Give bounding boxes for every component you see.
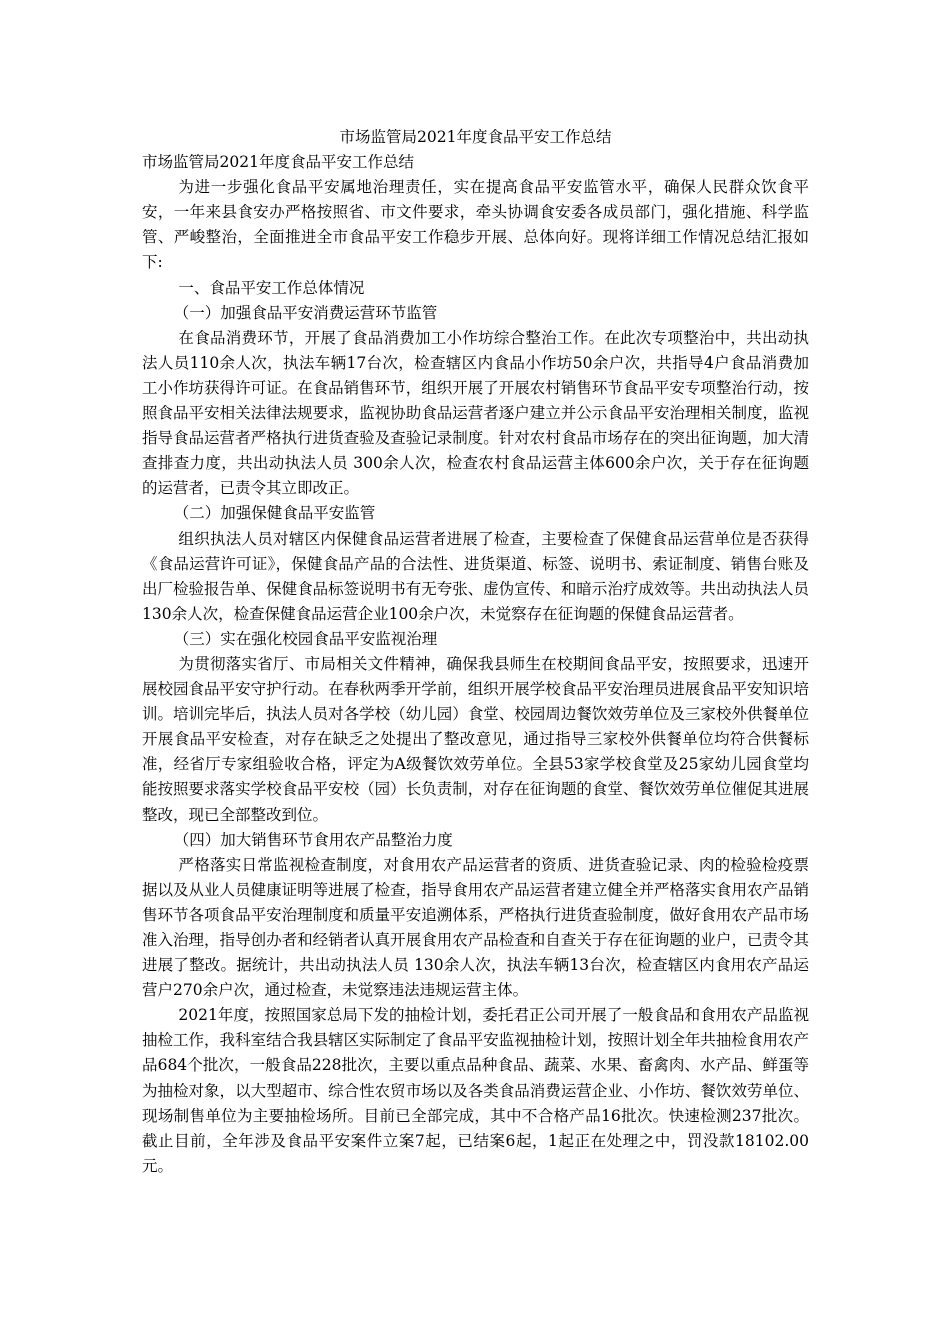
section-heading-overview: 一、食品平安工作总体情况 (178, 278, 365, 297)
document-subtitle: 市场监管局2021年度食品平安工作总结 (142, 153, 414, 172)
subsection-body-1: 在食品消费环节，开展了食品消费加工小作坊综合整治工作。在此次专项整治中，共出动执法人员110余人次，执法车辆17台次，检查辖区内食品小作坊50余户次，共指导4户食品消费加工小作坊获得许可证。在食品销售环节，组织开展了开展农村销售环节食品平安专项整治行动，按照食品平安相关法律法规要求，监视协助食品运营者逐户建立并公示食品平安治理相关制度，监视指导食品运营者严格执行进货查验及查验记录制度。针对农村食品市场存在的突出征询题，加大清查排查力度，共出动执法人员 300余人次，检查农村食品运营主体600余户次，关于存在征询题的运营者，已责令其立即改正。 (142, 328, 809, 498)
subsection-body-3: 为贯彻落实省厅、市局相关文件精神，确保我县师生在校期间食品平安，按照要求，迅速开展校园食品平安守护行动。在春秋两季开学前，组织开展学校食品平安治理员进展食品平安知识培训。培训完毕后，执法人员对各学校（幼儿园）食堂、校园周边餐饮效劳单位及三家校外供餐单位开展食品平安检查，对存在缺乏之处提出了整改意见，通过指导三家校外供餐单位均符合供餐标准，经省厅专家组验收合格，评定为A级餐饮效劳单位。全县53家学校食堂及25家幼儿园食堂均能按照要求落实学校食品平安校（园）长负责制，对存在征询题的食堂、餐饮效劳单位催促其进展整改，现已全部整改到位。 (142, 654, 809, 824)
subsection-heading-4: （四）加大销售环节食用农产品整治力度 (173, 830, 453, 849)
intro-paragraph: 为进一步强化食品平安属地治理责任，实在提高食品平安监管水平，确保人民群众饮食平安，一年来县食安办严格按照省、市文件要求，牵头协调食安委各成员部门，强化措施、科学监管、严峻整治，全面推进全市食品平安工作稳步开展、总体向好。现将详细工作情况总结汇报如下: (142, 178, 809, 272)
document-title: 市场监管局2021年度食品平安工作总结 (339, 128, 612, 146)
subsection-heading-3: （三）实在强化校园食品平安监视治理 (173, 629, 438, 648)
subsection-body-2: 组织执法人员对辖区内保健食品运营者进展了检查，主要检查了保健食品运营单位是否获得《食品运营许可证》，保健食品产品的合法性、进货渠道、标签、说明书、索证制度、销售台账及出厂检验报告单、保健食品标签说明书有无夸张、虚伪宣传、和暗示治疗成效等。共出动执法人员130余人次，检查保健食品运营企业100余户次，未觉察存在征询题的保健食品运营者。 (142, 529, 809, 623)
subsection-heading-2: （二）加强保健食品平安监管 (173, 504, 376, 523)
annual-inspection-paragraph: 2021年度，按照国家总局下发的抽检计划，委托君正公司开展了一般食品和食用农产品监视抽检工作，我科室结合我县辖区实际制定了食品平安监视抽检计划，按照计划全年共抽检食用农产品684个批次，一般食品228批次，主要以重点品种食品、蔬菜、水果、畜禽肉、水产品、鲜蛋等为抽检对象，以大型超市、综合性农贸市场以及各类食品消费运营企业、小作坊、餐饮效劳单位、现场制售单位为主要抽检场所。目前已全部完成，其中不合格产品16批次。快速检测237批次。截止目前，全年涉及食品平安案件立案7起，已结案6起，1起正在处理之中，罚没款18102.00元。 (142, 1006, 809, 1175)
subsection-heading-1: （一）加强食品平安消费运营环节监管 (173, 303, 438, 322)
document-page (142, 123, 809, 1179)
subsection-body-4: 严格落实日常监视检查制度，对食用农产品运营者的资质、进货查验记录、肉的检验检疫票据以及从业人员健康证明等进展了检查，指导食用农产品运营者建立健全并严格落实食用农产品销售环节各项食品平安治理制度和质量平安追溯体系，严格执行进货查验制度，做好食用农产品市场准入治理，指导创办者和经销者认真开展食用农产品检查和自查关于存在征询题的业户，已责令其进展了整改。据统计，共出动执法人员 130余人次，执法车辆13台次，检查辖区内食用农产品运营户270余户次，通过检查，未觉察违法违规运营主体。 (142, 855, 809, 1000)
